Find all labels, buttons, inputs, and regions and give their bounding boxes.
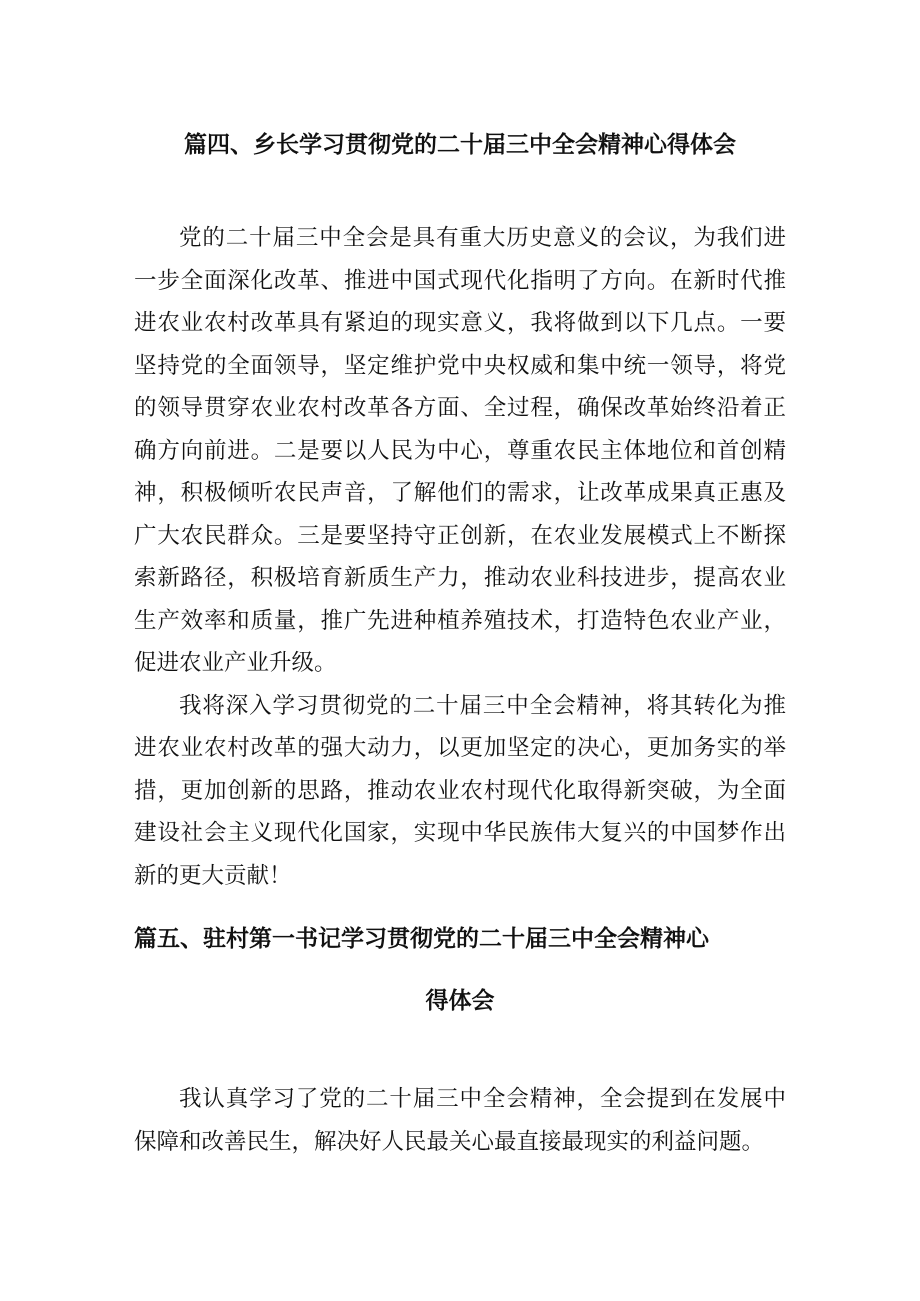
section4-title: 篇四、乡长学习贯彻党的二十届三中全会精神心得体会 <box>184 132 736 158</box>
section5-title-line2: 得体会 <box>425 988 495 1014</box>
section4-paragraph-2: 我将深入学习贯彻党的二十届三中全会精神，将其转化为推进农业农村改革的强大动力，以更加坚定的决心，更加务实的举措，更加创新的思路，推动农业农村现代化取得新突破，为全面建设社会主义现代化国家，实现中华民族伟大复兴的中国梦作出新的更大贡献！ <box>134 692 786 889</box>
section5-title-line1: 篇五、驻村第一书记学习贯彻党的二十届三中全会精神心 <box>134 926 709 952</box>
section4-paragraph-1: 党的二十届三中全会是具有重大历史意义的会议，为我们进一步全面深化改革、推进中国式现代化指明了方向。在新时代推进农业农村改革具有紧迫的现实意义，我将做到以下几点。一要坚持党的全面领导，坚定维护党中央权威和集中统一领导，将党的领导贯穿农业农村改革各方面、全过程，确保改革始终沿着正确方向前进。二是要以人民为中心，尊重农民主体地位和首创精神，积极倾听农民声音，了解他们的需求，让改革成果真正惠及广大农民群众。三是要坚持守正创新，在农业发展模式上不断探索新路径，积极培育新质生产力，推动农业科技进步，提高农业生产效率和质量，推广先进种植养殖技术，打造特色农业产业，促进农业产业升级。 <box>134 225 786 676</box>
section5-body <box>134 1078 786 1163</box>
section4-body <box>134 217 786 897</box>
section5-paragraph-1: 我认真学习了党的二十届三中全会精神，全会提到在发展中保障和改善民生，解决好人民最关心最直接最现实的利益问题。 <box>134 1086 786 1155</box>
